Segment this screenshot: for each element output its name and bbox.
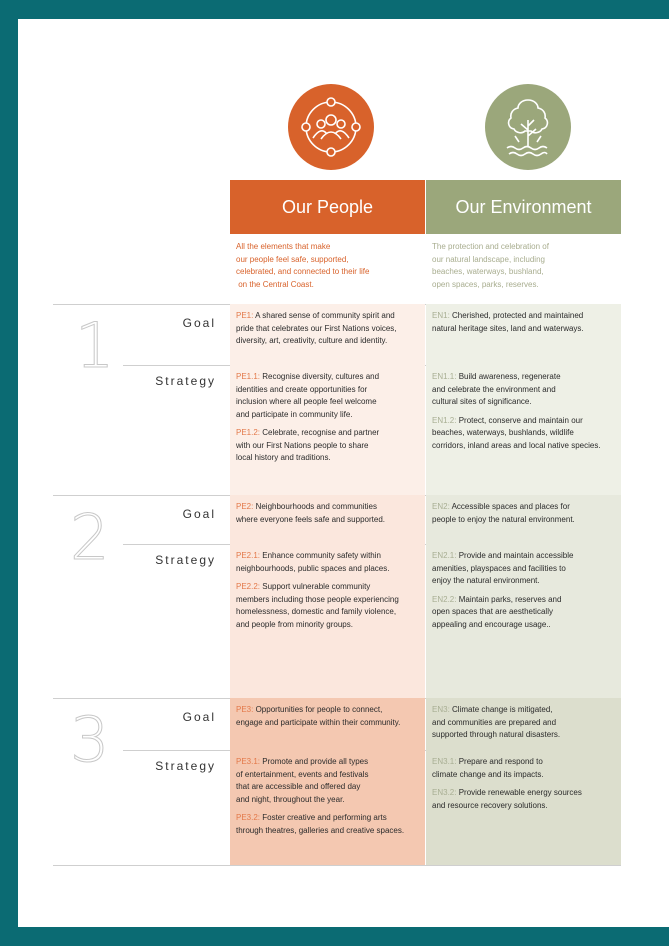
goal-text: EN2: Accessible spaces and places for people to enjoy the natural environment.: [432, 502, 575, 524]
strategy-text: PE1.2: Celebrate, recognise and partner with our First Nations people to share local history and traditions.: [236, 428, 380, 462]
row-number: 2: [70, 501, 110, 574]
intro-line: open spaces, parks, reserves.: [432, 279, 539, 289]
strategy-code: PE2.1:: [236, 551, 261, 560]
people-strategy-cell: [230, 365, 425, 495]
tree-water-icon: [485, 84, 571, 170]
column-header-our-people: Our People: [230, 180, 425, 234]
community-people-icon: [288, 84, 374, 170]
environment-goal-cell: [426, 698, 621, 750]
strategy-code: EN3.2:: [432, 788, 457, 797]
strategy-code: EN3.1:: [432, 757, 457, 766]
people-goal-cell: [230, 698, 425, 750]
environment-intro: [432, 241, 617, 291]
people-strategy-cell: [230, 544, 425, 698]
intro-line: celebrated, and connected to their life: [236, 267, 370, 276]
strategy-code: PE3.2:: [236, 813, 261, 822]
strategy-code: EN1.1:: [432, 372, 457, 381]
strategy-text: PE3.2: Foster creative and performing arts through theatres, galleries and creative spaces.: [236, 813, 405, 835]
people-strategy-cell: [230, 750, 425, 865]
strategy-text: PE3.1: Promote and provide all types of entertainment, events and festivals that are accessible and offered day and night, throughout the year.: [236, 757, 369, 804]
strategy-text: PE2.1: Enhance community safety within neighbourhoods, public spaces and places.: [236, 551, 390, 573]
goal-text: EN3: Climate change is mitigated, and communities are prepared and supported through natural disasters.: [432, 705, 561, 739]
strategy-code: EN2.2:: [432, 594, 457, 604]
goal-code: EN2:: [432, 502, 450, 511]
goal-text: PE1: A shared sense of community spirit and pride that celebrates our First Nations voices, diversity, art, creativity, culture and identity.: [236, 311, 397, 345]
goal-text: PE3: Opportunities for people to connect, engage and participate within their community.: [236, 705, 401, 727]
row-number: 3: [70, 703, 110, 776]
row-number: 1: [75, 309, 115, 382]
strategy-label: Strategy: [155, 759, 216, 773]
environment-strategy-cell: [426, 750, 621, 865]
people-goal-cell: [230, 304, 425, 365]
strategy-code: PE3.1:: [236, 757, 261, 766]
goal-code: PE3:: [236, 705, 254, 714]
intro-line: All the elements that make: [236, 242, 331, 251]
strategy-text: PE1.1: Recognise diversity, cultures and identities and create opportunities for inclusion where all people feel welcome and participate in community life.: [236, 372, 380, 419]
strategy-text: EN3.2: Provide renewable energy sources and resource recovery solutions.: [432, 788, 582, 810]
strategy-label: Strategy: [155, 553, 216, 567]
goal-code: PE1:: [236, 311, 254, 320]
environment-strategy-cell: [426, 544, 621, 698]
people-intro: [236, 241, 421, 291]
row-divider: [53, 865, 621, 866]
goal-label: Goal: [182, 316, 216, 330]
environment-goal-cell: [426, 304, 621, 365]
people-goal-cell: [230, 495, 425, 544]
intro-line: The protection and celebration of: [432, 242, 549, 251]
strategy-text: EN2.1: Provide and maintain accessible amenities, playspaces and facilities to enjoy the natural environment.: [432, 551, 574, 585]
goal-code: PE2:: [236, 502, 254, 511]
strategy-text: EN3.1: Prepare and respond to climate change and its impacts.: [432, 757, 544, 779]
strategy-text: EN1.2: Protect, conserve and maintain our beaches, waterways, bushlands, wildlife corridors, inland areas and local native species.: [432, 415, 601, 450]
intro-line: on the Central Coast.: [236, 279, 314, 289]
strategy-text: EN2.2: Maintain parks, reserves and open spaces that are aesthetically appealing and encourage usage..: [432, 594, 562, 629]
environment-strategy-cell: [426, 365, 621, 495]
goal-code: EN1:: [432, 311, 450, 320]
intro-line: our people feel safe, supported,: [236, 254, 349, 264]
goal-code: EN3:: [432, 705, 450, 714]
strategy-code: PE2.2:: [236, 582, 261, 591]
goal-text: PE2: Neighbourhoods and communities where everyone feels safe and supported.: [236, 502, 385, 524]
page: [18, 19, 669, 927]
strategy-code: EN1.2:: [432, 415, 457, 425]
goal-label: Goal: [182, 710, 216, 724]
goal-text: EN1: Cherished, protected and maintained natural heritage sites, land and waterways.: [432, 311, 584, 333]
environment-goal-cell: [426, 495, 621, 544]
intro-line: our natural landscape, including: [432, 254, 545, 264]
strategy-label: Strategy: [155, 374, 216, 388]
strategy-text: EN1.1: Build awareness, regenerate and celebrate the environment and cultural sites of significance.: [432, 372, 561, 406]
intro-line: beaches, waterways, bushland,: [432, 267, 544, 276]
strategy-code: EN2.1:: [432, 551, 457, 560]
goal-label: Goal: [182, 507, 216, 521]
column-header-our-environment: Our Environment: [426, 180, 621, 234]
strategy-text: PE2.2: Support vulnerable community members including those people experiencing homelessness, domestic and family violence, and people from minority groups.: [236, 582, 399, 629]
strategy-code: PE1.1:: [236, 372, 261, 381]
strategy-code: PE1.2:: [236, 428, 261, 437]
